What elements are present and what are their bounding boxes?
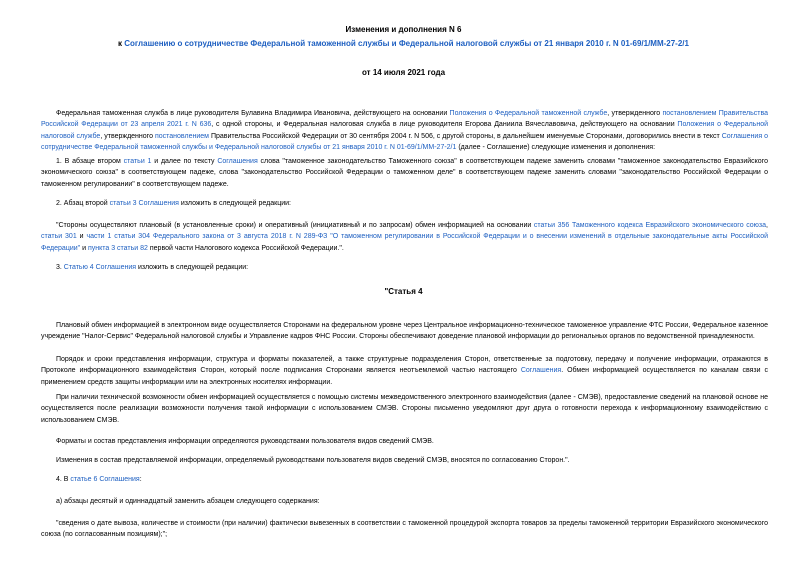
- article-4-paragraph-5: Изменения в состав представляемой информации, определяемый руководствами пользователя видов сведений СМЭВ, вносятся по согласованию Сторон.".: [56, 457, 570, 464]
- link-article-1[interactable]: статьи 1: [123, 158, 152, 165]
- link-article-301[interactable]: статьи 301: [41, 233, 77, 241]
- link-article-3[interactable]: статьи 3: [109, 200, 137, 207]
- article-4-paragraph-4: Форматы и состав представления информации определяются руководствами пользователя видов сведений СМЭВ.: [56, 438, 434, 445]
- document-title: Изменения и дополнения N 6: [345, 25, 462, 34]
- preamble-text: , утвержденного: [607, 110, 663, 117]
- preamble-paragraph: [41, 108, 768, 153]
- item-1-text: 1. В абзаце втором: [56, 158, 124, 165]
- item-1-text: слова "таможенное законодательство Таможенного союза" в соответствующем падеже заменить словами "таможенное законодательство Евразийского экономического союза" в соответствующем падеже, слова "законодательство Российской Федерации о таможенном деле" в соответствующем падеже заменить словами "законодательство Российской Федерации о таможенном регулировании" в соответствующем падеже.: [41, 158, 768, 188]
- link-agreement[interactable]: Соглашения: [138, 200, 179, 207]
- item-3-text: изложить в следующей редакции:: [136, 264, 249, 271]
- article-4-paragraph-2: [41, 354, 768, 388]
- link-article-4[interactable]: Статью 4: [63, 264, 94, 271]
- link-agreement[interactable]: Соглашения: [95, 264, 137, 271]
- item-4-text: :: [139, 476, 142, 483]
- link-government-decree-506[interactable]: постановлением: [154, 132, 209, 140]
- preamble-text: , с одной стороны, и Федеральная налоговая служба в лице руководителя Егорова Даниила Вячеславовича, действующего на основании: [211, 121, 678, 129]
- article-text: . Обмен информацией осуществляется по каналам связи с применением средств защиты информации или на электронных носителях информации.: [41, 367, 768, 386]
- item-4a-quote: "сведения о дате вывоза, количестве и стоимости (при наличии) фактически вывезенных в соответствии с таможенной процедурой экспорта товаров за пределы таможенной территории Евразийского экономического союза (по согласованным позициям);";: [41, 520, 768, 539]
- article-4-heading: "Статья 4: [384, 287, 423, 296]
- quote-text: и: [76, 233, 87, 241]
- quote-text: ,: [766, 222, 768, 229]
- item-4-paragraph: [56, 474, 142, 485]
- item-3-text: 3.: [56, 264, 64, 271]
- agreement-link[interactable]: Соглашению о сотрудничестве Федеральной таможенной службы и Федеральной налоговой службы от 21 января 2010 г. N 01-69/1/ММ-27-2/1: [124, 39, 689, 48]
- link-federal-law-289[interactable]: Федерального закона от 3 августа 2018 г. N 289-ФЗ "О таможенном регулировании в Российской Федерации и о внесении изменений в отдельные законодательные акты Российской Федерации": [41, 233, 768, 252]
- document-date: от 14 июля 2021 года: [361, 68, 446, 77]
- link-article-356[interactable]: статьи 356: [533, 222, 570, 229]
- item-4-text: 4. В: [56, 476, 71, 483]
- link-agreement[interactable]: Соглашения: [520, 367, 562, 375]
- quote-text: и: [80, 244, 88, 252]
- quote-text: первой части Налогового кодекса Российской Федерации.".: [147, 244, 344, 252]
- link-regulation-fts[interactable]: Положения о Федеральной таможенной службе: [449, 110, 608, 117]
- item-2-text: изложить в следующей редакции:: [178, 200, 291, 207]
- preamble-text: Правительства Российской Федерации от 30 сентября 2004 г. N 506, с другой стороны, в дальнейшем именуемые Сторонами, договорились внести в текст: [208, 132, 722, 140]
- item-2-paragraph: [56, 198, 291, 209]
- item-4a-paragraph: а) абзацы десятый и одиннадцатый заменить абзацем следующего содержания:: [56, 498, 320, 505]
- item-1-text: и далее по тексту: [151, 158, 218, 165]
- link-article-304-part-1[interactable]: части 1 статьи 304: [86, 233, 150, 241]
- link-regulation-fns[interactable]: Положения о Федеральной налоговой службе: [41, 121, 768, 140]
- article-text: Порядок и сроки представления информации, структура и форматы показателей, а также структурные подразделения Сторон, ответственные за подготовку, передачу и получение информации, отражаются в Протоколе информационного взаимодействия Сторон, который после подписания Сторонами является неотъемлемой частью настоящего: [41, 356, 768, 375]
- item-1-paragraph: [41, 156, 768, 190]
- preamble-text: (далее - Соглашение) следующие изменения и дополнения:: [456, 143, 656, 151]
- article-4-paragraph-3: При наличии технической возможности обмен информацией осуществляется с помощью системы межведомственного электронного взаимодействия (далее - СМЭВ), предоставление сведений на плановой основе не осуществляется после реализации возможности получения такой информации с использованием СМЭВ. Стороны письменно уведомляют друг друга о готовности перехода к информационному взаимодействию с использованием СМЭВ.: [41, 394, 768, 424]
- link-government-decree-636[interactable]: постановлением Правительства Российской Федерации от 23 апреля 2021 г. N 636: [41, 110, 768, 129]
- item-2-text: 2. Абзац второй: [56, 200, 110, 207]
- link-article-82-item-3[interactable]: пункта 3 статьи 82: [87, 244, 148, 252]
- link-agreement[interactable]: Соглашения: [99, 476, 140, 483]
- quote-text: "Стороны осуществляют плановый (в установленные сроки) и оперативный (инициативный и по запросам) обмен информацией на основании: [56, 222, 534, 229]
- item-2-quote: [41, 220, 768, 254]
- link-agreement[interactable]: Соглашения: [217, 158, 258, 165]
- preamble-text: Федеральная таможенная служба в лице руководителя Булавина Владимира Ивановича, действующего на основании: [56, 110, 450, 117]
- link-eaeu-customs-code[interactable]: Таможенного кодекса Евразийского экономического союза: [571, 222, 767, 229]
- document-subtitle: [0, 38, 807, 50]
- link-agreement[interactable]: Соглашения о сотрудничестве Федеральной таможенной службы и Федеральной налоговой службы от 21 января 2010 г. N 01-69/1/ММ-27-2/1: [41, 132, 769, 151]
- item-3-paragraph: [56, 262, 248, 273]
- subtitle-prefix: к: [118, 39, 125, 48]
- article-4-paragraph-1: Плановый обмен информацией в электронном виде осуществляется Сторонами на федеральном уровне через Центральное информационно-техническое таможенное управление ФТС России, Федеральное казенное учреждение "Налог-Сервис" Федеральной налоговой службы и Управление кадров ФНС России. Стороны обеспечивают доведение плановой информации до региональных органов по ведомственной принадлежности.: [41, 322, 768, 341]
- link-article-6[interactable]: статье 6: [70, 476, 98, 483]
- preamble-text: , утвержденного: [100, 132, 155, 140]
